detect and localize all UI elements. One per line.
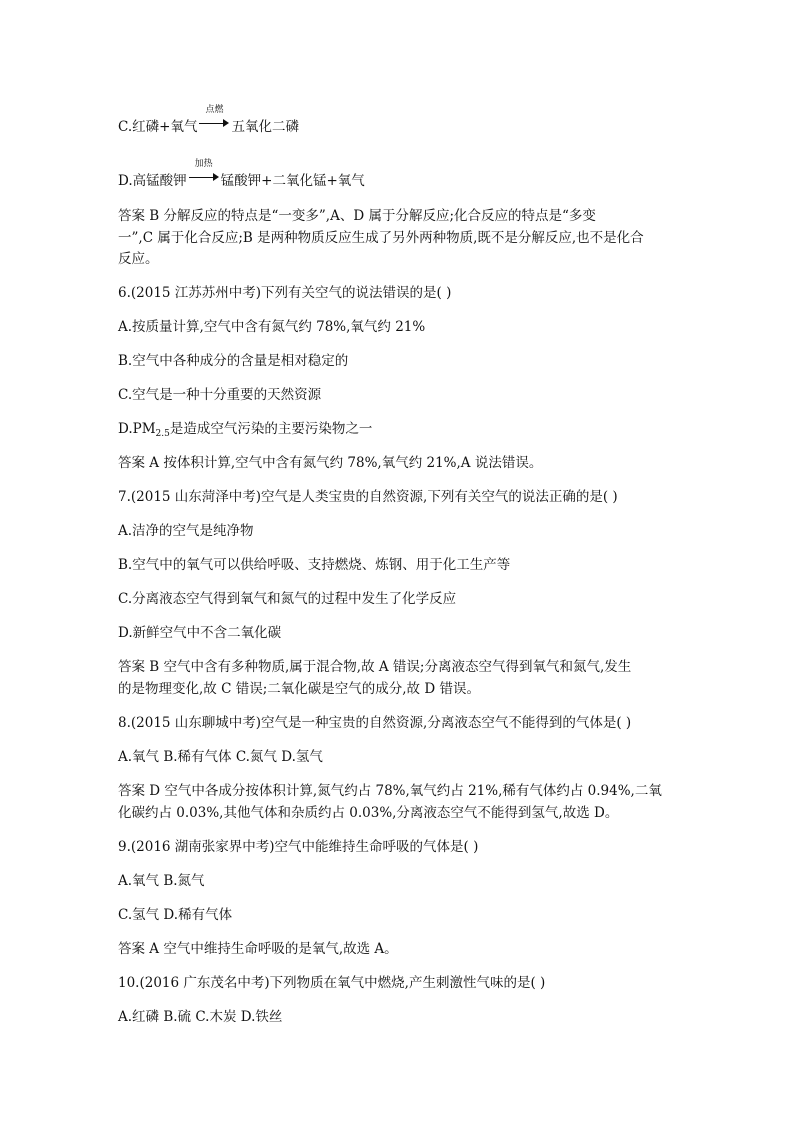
equation-right: 五氧化二磷: [231, 119, 299, 135]
question-stem: 9.(2016 湖南张家界中考)空气中能维持生命呼吸的气体是( ): [118, 839, 479, 855]
option-d: [118, 421, 372, 443]
answer-text: 答案 B 空气中含有多种物质,属于混合物,故 A 错误;分离液态空气得到氧气和氮气,发生: [118, 659, 632, 675]
pm-subscript: 2.5: [155, 429, 170, 439]
answer-text: 答案 B 分解反应的特点是“一变多”,A、D 属于分解反应;化合反应的特点是“多变: [118, 208, 596, 224]
answer-text: 反应。: [118, 251, 159, 267]
option-b: B.空气中各种成分的含量是相对稳定的: [118, 353, 349, 369]
option-a: A.按质量计算,空气中含有氮气约 78%,氧气约 21%: [118, 319, 426, 335]
option-d-equation: [118, 159, 365, 189]
option-c-equation: [118, 105, 299, 135]
options-row: A.氧气 B.氮气: [118, 873, 205, 889]
answer-text: 的是物理变化,故 C 错误;二氧化碳是空气的成分,故 D 错误。: [118, 681, 480, 697]
question-stem: 8.(2015 山东聊城中考)空气是一种宝贵的自然资源,分离液态空气不能得到的气体是( ): [118, 715, 632, 731]
options-row: C.氢气 D.稀有气体: [118, 907, 233, 923]
reaction-arrow: [199, 105, 229, 131]
options-row: A.氧气 B.稀有气体 C.氮气 D.氢气: [118, 749, 323, 765]
reaction-condition: 加热: [194, 159, 213, 169]
answer-text: 答案 D 空气中各成分按体积计算,氮气约占 78%,氧气约占 21%,稀有气体约占 0.94%,二氧: [118, 783, 662, 799]
reaction-arrow: [189, 159, 219, 185]
answer-text: 答案 A 按体积计算,空气中含有氮气约 78%,氧气约 21%,A 说法错误。: [118, 455, 543, 471]
answer-text: 答案 A 空气中维持生命呼吸的是氧气,故选 A。: [118, 941, 398, 957]
answer-text: 化碳约占 0.03%,其他气体和杂质约占 0.03%,分离液态空气不能得到氢气,故选 D。: [118, 805, 619, 821]
equation-right: 锰酸钾+二氧化锰+氧气: [220, 173, 365, 189]
option-a: A.洁净的空气是纯净物: [118, 523, 254, 539]
equation-left: D.高锰酸钾: [118, 173, 187, 189]
question-stem: 10.(2016 广东茂名中考)下列物质在氧气中燃烧,产生刺激性气味的是( ): [118, 975, 546, 991]
answer-text: 一”,C 属于化合反应;B 是两种物质反应生成了另外两种物质,既不是分解反应,也不是化合: [118, 230, 644, 246]
options-row: A.红磷 B.硫 C.木炭 D.铁丝: [118, 1009, 283, 1025]
option-d-suffix: 是造成空气污染的主要污染物之一: [169, 421, 373, 437]
option-c: C.空气是一种十分重要的天然资源: [118, 387, 322, 403]
question-stem: 6.(2015 江苏苏州中考)下列有关空气的说法错误的是( ): [118, 285, 452, 301]
option-c: C.分离液态空气得到氧气和氮气的过程中发生了化学反应: [118, 591, 457, 607]
equation-left: C.红磷+氧气: [118, 119, 198, 135]
question-stem: 7.(2015 山东菏泽中考)空气是人类宝贵的自然资源,下列有关空气的说法正确的是( ): [118, 489, 618, 505]
option-d: D.新鲜空气中不含二氧化碳: [118, 625, 282, 641]
reaction-condition: 点燃: [205, 105, 224, 115]
option-d-prefix: D.PM: [118, 421, 156, 437]
option-b: B.空气中的氧气可以供给呼吸、支持燃烧、炼钢、用于化工生产等: [118, 557, 511, 573]
